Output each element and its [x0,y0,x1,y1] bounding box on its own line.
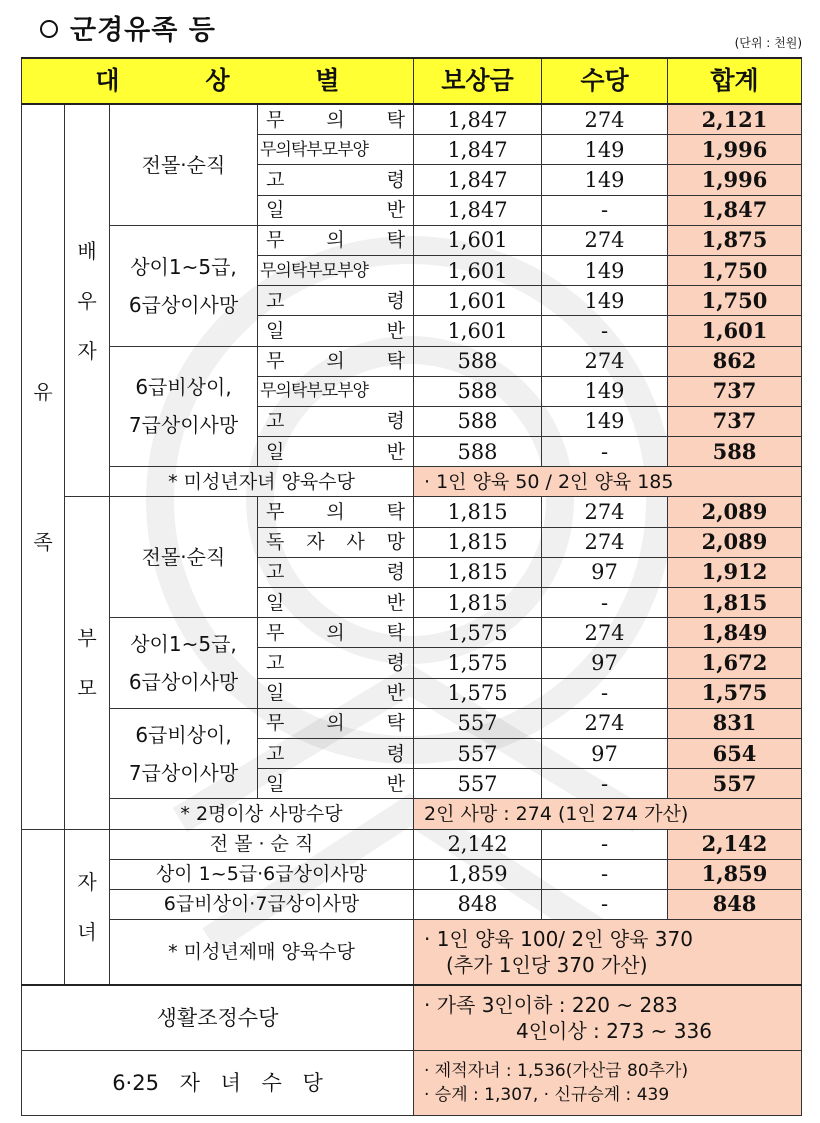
total-cell: 1,750 [668,255,802,285]
page-title [40,8,216,47]
allow-cell: - [542,437,668,467]
allow-cell: 274 [542,225,668,255]
subcategory-cell: 무 의 탁 [258,346,414,376]
header-target-char: 별 [315,66,340,95]
note-row [22,799,802,829]
total-cell: 654 [668,738,802,768]
total-cell: 1,996 [668,165,802,195]
cell-line: (추가 1인당 370 가산) [446,953,648,978]
cell-line: 우 [77,288,97,313]
allow-cell: 149 [542,286,668,316]
total-cell: 2,089 [668,497,802,527]
total-cell: 2,142 [668,829,802,859]
table-row [22,708,802,738]
total-cell: 1,847 [668,195,802,225]
subcategory-cell: 고 령 [258,557,414,587]
note-row [22,467,802,497]
comp-cell: 2,142 [414,829,542,859]
comp-cell: 588 [414,437,542,467]
children-name-cell: 6급비상이·7급상이사망 [110,889,414,919]
comp-cell: 557 [414,769,542,799]
title-text: 군경유족 등 [70,15,216,46]
comp-cell: 1,575 [414,618,542,648]
table-row [22,889,802,919]
total-cell: 1,859 [668,859,802,889]
total-cell: 588 [668,437,802,467]
subcategory-cell: 무의탁부모부양 [258,135,414,165]
subcategory-cell: 고 령 [258,286,414,316]
allow-cell: 97 [542,557,668,587]
cell-line: 자 [77,869,97,894]
allow-cell: 149 [542,255,668,285]
header-target-char: 대 [95,66,120,95]
allow-cell: - [542,769,668,799]
subcategory-cell: 무의탁부모부양 [258,376,414,406]
comp-cell: 588 [414,406,542,436]
cell-line: 6급상이사망 [128,669,239,694]
header-total: 합계 [668,58,802,104]
comp-cell: 1,815 [414,588,542,618]
header-target-char: 상 [205,66,230,95]
children-name-cell: 전 몰 · 순 직 [110,829,414,859]
total-cell: 1,996 [668,135,802,165]
parents-label [65,497,110,829]
cell-line: 상이1~5급, [130,631,237,656]
total-cell: 557 [668,769,802,799]
spouse-label [65,104,110,497]
unit-label: (단위 : 천원) [734,36,802,50]
total-cell: 862 [668,346,802,376]
table-row [22,829,802,859]
cell-line: 7급상이사망 [128,760,239,785]
subcategory-cell: 무 의 탁 [258,497,414,527]
comp-cell: 557 [414,708,542,738]
comp-cell: 1,815 [414,497,542,527]
subcategory-cell: 고 령 [258,738,414,768]
children-label [65,829,110,985]
cell-line: · 제적자녀 : 1,536(가산금 80추가) [424,1061,689,1082]
total-cell: 737 [668,406,802,436]
group-name [110,104,258,225]
allow-cell: 149 [542,406,668,436]
note-label: * 2명이상 사망수당 [110,799,414,829]
subcategory-cell: 일 반 [258,437,414,467]
comp-cell: 588 [414,376,542,406]
note-label: * 미성년제매 양육수당 [110,920,414,986]
table-row [22,859,802,889]
children-name-cell: 상이 1~5급·6급상이사망 [110,859,414,889]
group-name [110,497,258,618]
subcategory-cell: 무 의 탁 [258,104,414,135]
comp-cell: 1,601 [414,316,542,346]
comp-cell: 1,601 [414,225,542,255]
allow-cell: - [542,859,668,889]
cell-line: · 1인 양육 100/ 2인 양육 370 [424,927,693,952]
cell-line: 녀 [77,919,97,944]
group-name [110,618,258,709]
cell-line: 전몰·순직 [141,152,226,177]
comp-cell: 1,859 [414,859,542,889]
subcategory-cell: 일 반 [258,195,414,225]
circle-bullet-icon [40,20,58,38]
living-label: 생활조정수당 [22,985,414,1051]
cell-line: 부 [77,625,97,650]
total-cell: 1,672 [668,648,802,678]
note-label: * 미성년자녀 양육수당 [110,467,414,497]
group-name [110,225,258,346]
subcategory-cell: 무 의 탁 [258,708,414,738]
cell-line: 6급상이사망 [128,292,239,317]
subcategory-cell: 고 령 [258,165,414,195]
comp-cell: 557 [414,738,542,768]
comp-cell: 1,847 [414,135,542,165]
subcategory-cell: 무 의 탁 [258,225,414,255]
living-value [414,985,802,1051]
header-target-cell [22,58,414,104]
allow-cell: 97 [542,648,668,678]
total-cell: 1,912 [668,557,802,587]
allowance-table [21,57,802,1116]
total-cell: 1,575 [668,678,802,708]
allow-cell: 97 [542,738,668,768]
cell-line: 4인이상 : 273 ~ 336 [516,1019,712,1044]
note-value [414,920,802,986]
note-row [22,920,802,986]
living-row [22,985,802,1051]
header-comp: 보상금 [414,58,542,104]
total-cell: 2,121 [668,104,802,135]
allow-cell: 149 [542,376,668,406]
allow-cell: 274 [542,346,668,376]
six25-label: 6·25 자 녀 수 당 [22,1051,414,1116]
cell-line: · 승계 : 1,307, · 신규승계 : 439 [424,1085,670,1106]
allow-cell: 274 [542,708,668,738]
comp-cell: 1,575 [414,678,542,708]
total-cell: 831 [668,708,802,738]
cell-line: 전몰·순직 [141,545,226,570]
header-allow: 수당 [542,58,668,104]
allow-cell: 274 [542,104,668,135]
blank-cell [22,829,65,985]
allow-cell: - [542,316,668,346]
cell-line: 모 [77,675,97,700]
comp-cell: 1,847 [414,165,542,195]
total-cell: 1,750 [668,286,802,316]
cell-line: 유 [33,379,53,404]
cell-line: · 가족 3인이하 : 220 ~ 283 [424,993,678,1018]
total-cell: 848 [668,889,802,919]
comp-cell: 1,847 [414,195,542,225]
comp-cell: 848 [414,889,542,919]
allow-cell: 274 [542,527,668,557]
cell-line: 6급비상이, [135,375,232,400]
cell-line: 족 [33,529,53,554]
six25-row [22,1051,802,1116]
comp-cell: 1,601 [414,286,542,316]
table-row [22,618,802,648]
comp-cell: 1,847 [414,104,542,135]
table-row [22,225,802,255]
table-row [22,497,802,527]
comp-cell: 588 [414,346,542,376]
subcategory-cell: 일 반 [258,316,414,346]
subcategory-cell: 무 의 탁 [258,618,414,648]
total-cell: 1,815 [668,588,802,618]
table-row [22,104,802,135]
allow-cell: - [542,889,668,919]
note-value: 2인 사망 : 274 (1인 274 가산) [414,799,802,829]
comp-cell: 1,815 [414,527,542,557]
table-row [22,346,802,376]
allow-cell: - [542,678,668,708]
group-name [110,346,258,467]
cell-line: 상이1~5급, [130,254,237,279]
allow-cell: 149 [542,165,668,195]
comp-cell: 1,601 [414,255,542,285]
total-cell: 2,089 [668,527,802,557]
subcategory-cell: 일 반 [258,678,414,708]
cell-line: 7급상이사망 [128,413,239,438]
allow-cell: - [542,195,668,225]
allow-cell: 274 [542,618,668,648]
note-value: · 1인 양육 50 / 2인 양육 185 [414,467,802,497]
total-cell: 1,601 [668,316,802,346]
cell-line: 6급비상이, [135,722,232,747]
header-row [22,58,802,104]
subcategory-cell: 고 령 [258,648,414,678]
subcategory-cell: 고 령 [258,406,414,436]
total-cell: 1,875 [668,225,802,255]
subcategory-cell: 독 자 사 망 [258,527,414,557]
allow-cell: 274 [542,497,668,527]
subcategory-cell: 무의탁부모부양 [258,255,414,285]
allow-cell: 149 [542,135,668,165]
subcategory-cell: 일 반 [258,588,414,618]
allow-cell: - [542,829,668,859]
comp-cell: 1,575 [414,648,542,678]
yujok-label [22,104,65,829]
total-cell: 1,849 [668,618,802,648]
allow-cell: - [542,588,668,618]
subcategory-cell: 일 반 [258,769,414,799]
cell-line: 자 [77,338,97,363]
group-name [110,708,258,799]
total-cell: 737 [668,376,802,406]
comp-cell: 1,815 [414,557,542,587]
cell-line: 배 [77,238,97,263]
six25-value [414,1051,802,1116]
